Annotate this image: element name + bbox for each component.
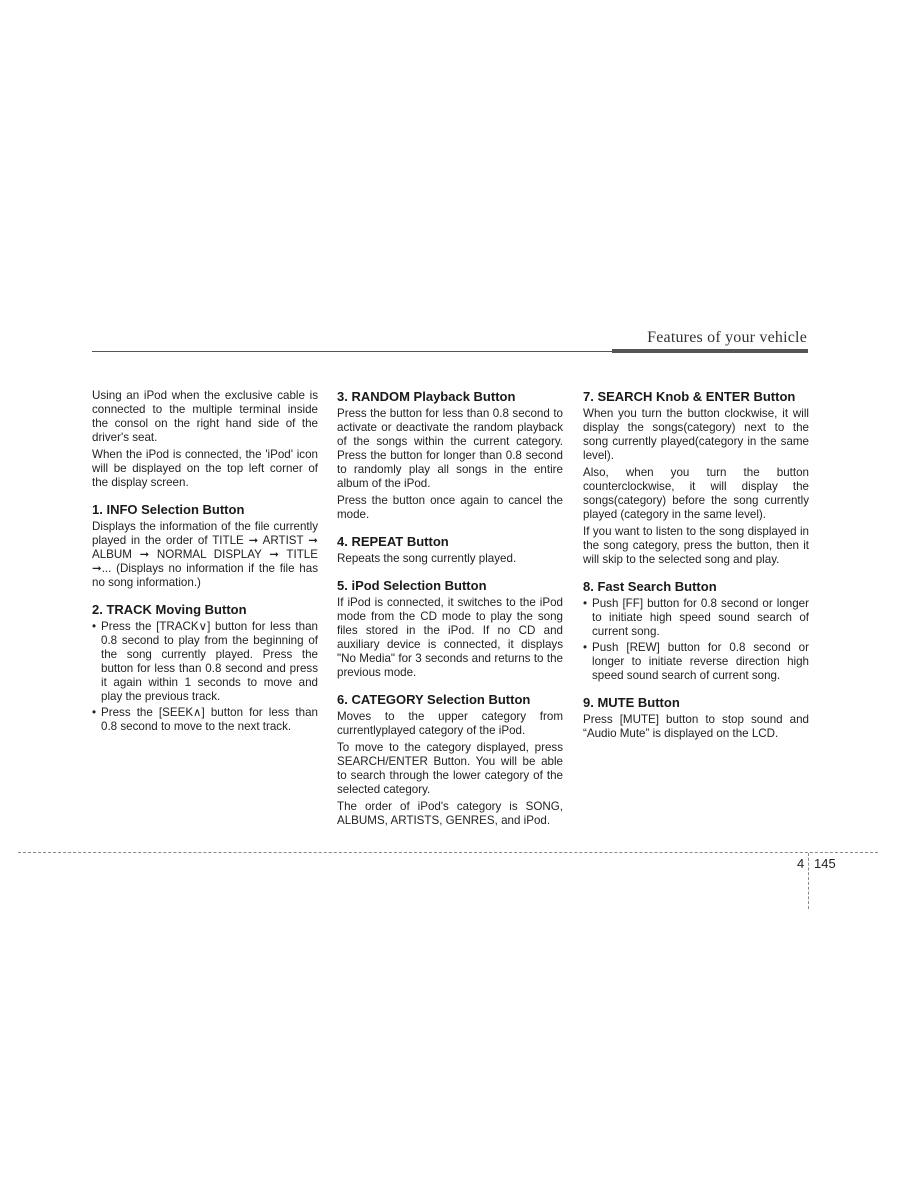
random-button-text: Press the button once again to cancel the mode. bbox=[337, 494, 563, 521]
repeat-button-heading: 4. REPEAT Button bbox=[337, 534, 449, 549]
column-1 bbox=[92, 389, 318, 737]
list-item: • Press the [SEEK∧] button for less than 0.8 second to move to the next track. bbox=[92, 706, 318, 734]
category-button-heading: 6. CATEGORY Selection Button bbox=[337, 692, 531, 707]
info-button-text: Displays the information of the file currently played in the order of TITLE ➞ ARTIST ➞ ALBUM ➞ NORMAL DISPLAY ➞ TITLE ➞... (Displays no information if the file has no song information.) bbox=[92, 520, 318, 589]
section-title: Features of your vehicle bbox=[647, 329, 807, 346]
list-item: • Press the [TRACK∨] button for less than 0.8 second to play from the beginning of the song currently played. Press the button for less than 0.8 second and press it again within 1 seconds to move and play the previous track. bbox=[92, 620, 318, 704]
intro-paragraph: Using an iPod when the exclusive cable is connected to the multiple terminal inside the consol on the right hand side of the driver's seat. bbox=[92, 389, 318, 444]
mute-button-text: Press [MUTE] button to stop sound and “Audio Mute” is displayed on the LCD. bbox=[583, 713, 809, 740]
category-button-text: The order of iPod's category is SONG, ALBUMS, ARTISTS, GENRES, and iPod. bbox=[337, 800, 563, 827]
category-button-text: Moves to the upper category from currentlyplayed category of the iPod. bbox=[337, 710, 563, 737]
chapter-number: 4 bbox=[797, 856, 805, 871]
mute-button-heading: 9. MUTE Button bbox=[583, 695, 680, 710]
search-knob-text: If you want to listen to the song displayed in the song category, press the button, then it will skip to the selected song and play. bbox=[583, 525, 809, 566]
column-2 bbox=[337, 389, 563, 831]
ipod-button-heading: 5. iPod Selection Button bbox=[337, 578, 487, 593]
info-button-heading: 1. INFO Selection Button bbox=[92, 502, 245, 517]
track-button-heading: 2. TRACK Moving Button bbox=[92, 602, 247, 617]
track-button-list bbox=[92, 620, 318, 734]
list-item: • Push [REW] button for 0.8 second or longer to initiate reverse direction high speed sound search of current song. bbox=[583, 641, 809, 683]
fast-search-list bbox=[583, 597, 809, 683]
footer-page-divider bbox=[808, 853, 809, 909]
footer-divider bbox=[18, 852, 878, 853]
intro-paragraph: When the iPod is connected, the 'iPod' icon will be displayed on the top left corner of the display screen. bbox=[92, 448, 318, 489]
search-knob-text: Also, when you turn the button counterclockwise, it will display the songs(category) before the song currently played (category in the same level). bbox=[583, 466, 809, 521]
search-knob-heading: 7. SEARCH Knob & ENTER Button bbox=[583, 389, 796, 404]
repeat-button-text: Repeats the song currently played. bbox=[337, 552, 517, 565]
page-number: 145 bbox=[814, 856, 836, 871]
ipod-button-text: If iPod is connected, it switches to the iPod mode from the CD mode to play the song files stored in the iPod. If no CD and auxiliary device is connected, it displays "No Media" for 3 seconds and returns to the previous mode. bbox=[337, 596, 563, 679]
search-knob-text: When you turn the button clockwise, it will display the songs(category) next to the song currently played(category in the same level). bbox=[583, 407, 809, 462]
column-3 bbox=[583, 389, 809, 744]
random-button-text: Press the button for less than 0.8 second to activate or deactivate the random playback of the songs within the current category. Press the button for longer than 0.8 second to randomly play all songs in the entire album of the iPod. bbox=[337, 407, 563, 490]
header-rule-accent bbox=[612, 349, 808, 353]
fast-search-heading: 8. Fast Search Button bbox=[583, 579, 717, 594]
list-item: • Push [FF] button for 0.8 second or longer to initiate high speed sound search of current song. bbox=[583, 597, 809, 639]
category-button-text: To move to the category displayed, press SEARCH/ENTER Button. You will be able to search through the lower category of the selected category. bbox=[337, 741, 563, 796]
random-button-heading: 3. RANDOM Playback Button bbox=[337, 389, 516, 404]
